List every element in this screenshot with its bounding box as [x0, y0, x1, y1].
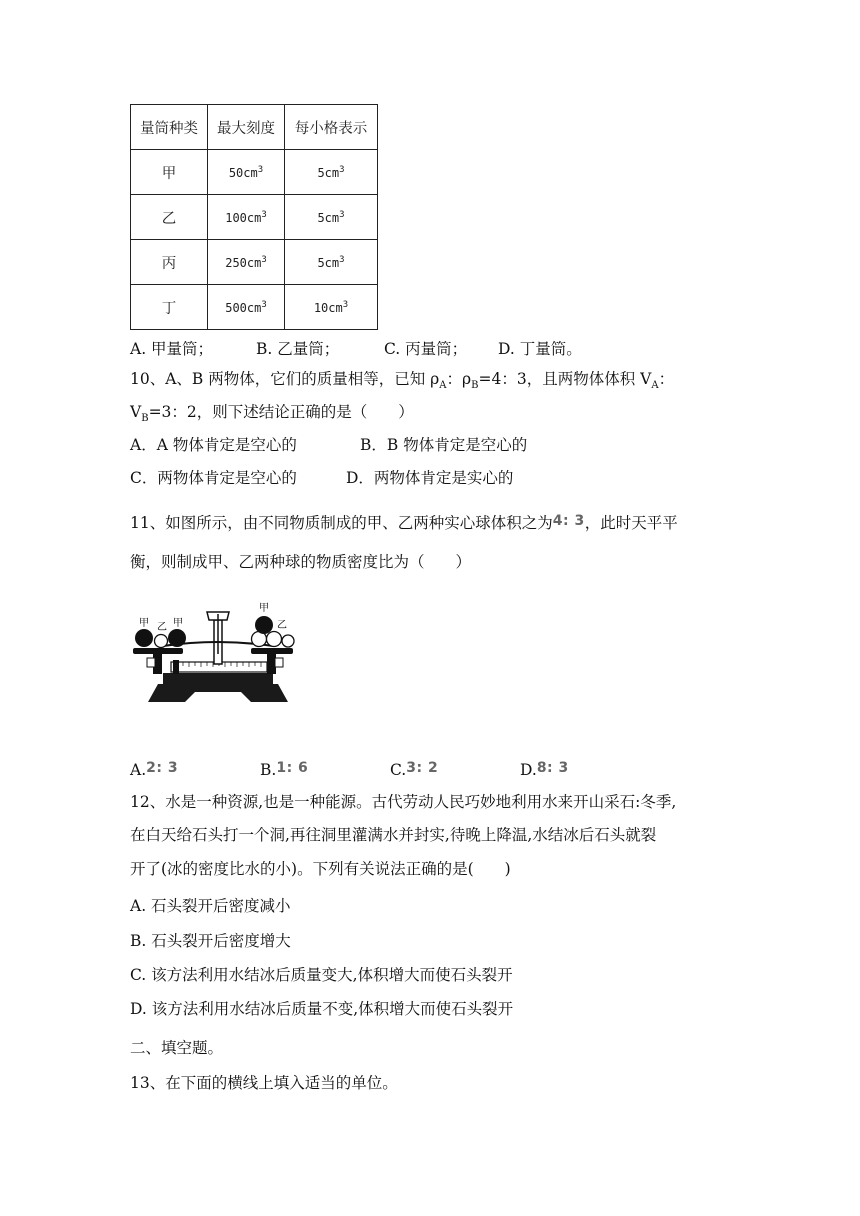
table-row	[131, 285, 378, 330]
figure-label-yi: 乙	[157, 622, 167, 633]
q10-option-b: B．B 物体肯定是空心的	[360, 436, 528, 454]
table-header: 量筒种类	[131, 105, 208, 150]
table-cell-name: 甲	[131, 150, 208, 195]
figure-label-jia: 甲	[139, 618, 149, 629]
q10-stem-line2: $V_B=3$：2，则下述结论正确的是（ ）	[130, 403, 414, 425]
section-heading: 二、填空题。	[130, 1039, 224, 1057]
table-cell-max: $500cm^3$	[208, 285, 285, 330]
q10-option-a: A．A 物体肯定是空心的	[130, 436, 297, 454]
q12-option-d: D. 该方法利用水结冰后质量不变,体积增大而使石头裂开	[130, 1000, 514, 1018]
q13-stem: 13、在下面的横线上填入适当的单位。	[130, 1074, 398, 1092]
q12-option-a: A. 石头裂开后密度减小	[130, 897, 291, 915]
q10-option-d: D．两物体肯定是实心的	[346, 469, 514, 487]
table-cell-max: $50cm^3$	[208, 150, 285, 195]
table-cell-max: $250cm^3$	[208, 240, 285, 285]
q12-stem-line2: 在白天给石头打一个洞,再往洞里灌满水并封实,待晚上降温,水结冰后石头就裂	[130, 826, 657, 844]
figure-label-jia: 甲	[173, 618, 183, 629]
q10-stem-line1: 10、A、B 两物体，它们的质量相等，已知 $\rho_A$：$\rho_B=4$：3，且两物体体积 $V_A$：	[130, 370, 675, 392]
q9-option-b: B. 乙量筒；	[256, 340, 340, 358]
q11-stem-line2: 衡，则制成甲、乙两种球的物质密度比为（ ）	[130, 553, 472, 571]
table-cell-unit: $10cm^3$	[285, 285, 378, 330]
table-cell-name: 丁	[131, 285, 208, 330]
q12-stem-line1: 12、水是一种资源,也是一种能源。古代劳动人民巧妙地利用水来开山采石:冬季,	[130, 793, 677, 811]
table-row	[131, 195, 378, 240]
table-header: 最大刻度	[208, 105, 285, 150]
q12-option-c: C. 该方法利用水结冰后质量变大,体积增大而使石头裂开	[130, 966, 513, 984]
q9-option-d: D. 丁量筒。	[498, 340, 582, 358]
table-cell-name: 丙	[131, 240, 208, 285]
balance-figure	[133, 598, 303, 704]
table-cell-name: 乙	[131, 195, 208, 240]
cylinder-table	[130, 104, 378, 330]
q11-option-d: D.8: 3	[520, 760, 569, 779]
q11-stem-line1: 11、如图所示，由不同物质制成的甲、乙两种实心球体积之为4: 3，此时天平平	[130, 513, 678, 532]
table-cell-unit: $5cm^3$	[285, 195, 378, 240]
table-header: 每小格表示	[285, 105, 378, 150]
q12-stem-line3: 开了(冰的密度比水的小)。下列有关说法正确的是( )	[130, 860, 511, 878]
table-cell-unit: $5cm^3$	[285, 150, 378, 195]
q11-volume-ratio: 4: 3	[552, 513, 585, 529]
q9-option-c: C. 丙量筒；	[384, 340, 468, 358]
table-cell-max: $100cm^3$	[208, 195, 285, 240]
q9-option-a: A. 甲量筒；	[130, 340, 214, 358]
table-cell-unit: $5cm^3$	[285, 240, 378, 285]
q10-option-c: C．两物体肯定是空心的	[130, 469, 297, 487]
table-row	[131, 150, 378, 195]
q11-option-a: A.2: 3	[130, 760, 179, 779]
q12-option-b: B. 石头裂开后密度增大	[130, 932, 291, 950]
table-header-row	[131, 105, 378, 150]
table-row	[131, 240, 378, 285]
figure-label-jia: 甲	[259, 603, 269, 614]
q11-option-b: B.1: 6	[260, 760, 309, 779]
q11-option-c: C.3: 2	[390, 760, 439, 779]
figure-label-yi: 乙	[277, 620, 287, 631]
